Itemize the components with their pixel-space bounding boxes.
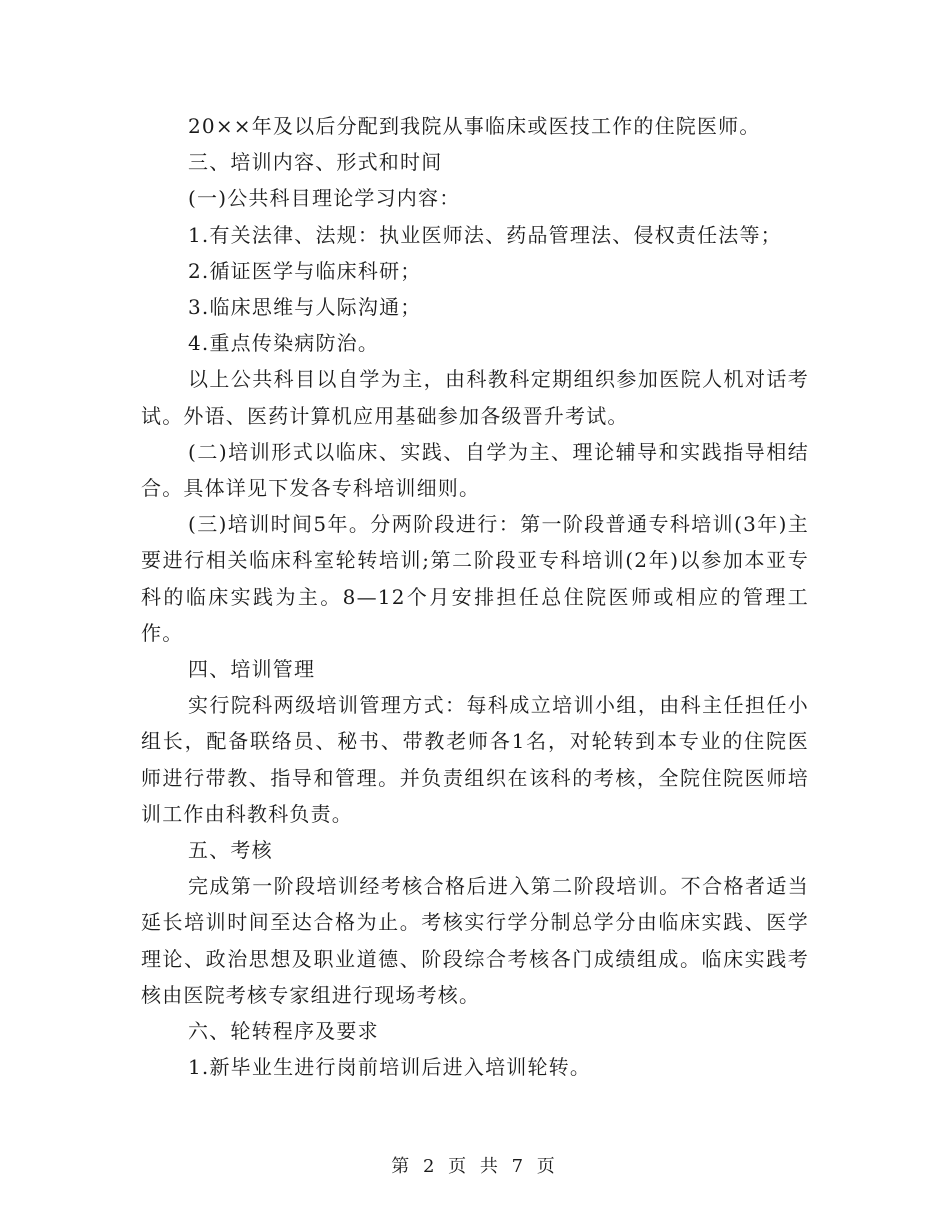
document-body xyxy=(141,108,809,1085)
section-heading: 三、培训内容、形式和时间 xyxy=(188,150,443,175)
paragraph: 20××年及以后分配到我院从事临床或医技工作的住院医师。 xyxy=(188,114,761,138)
page-number-footer: 第 2 页 共 7 页 xyxy=(391,1156,559,1177)
paragraph: (二)培训形式以临床、实践、自学为主、理论辅导和实践指导相结合。具体详见下发各专科培训细则。 xyxy=(141,439,809,501)
paragraph: 实行院科两级培训管理方式：每科成立培训小组，由科主任担任小组长，配备联络员、秘书、带教老师各1名，对轮转到本专业的住院医师进行带教、指导和管理。并负责组织在该科的考核，全院住院医师培训工作由科教科负责。 xyxy=(141,693,809,826)
list-item: 3.临床思维与人际沟通； xyxy=(188,295,422,320)
list-item: 1.有关法律、法规：执业医师法、药品管理法、侵权责任法等； xyxy=(188,222,782,247)
paragraph: 以上公共科目以自学为主，由科教科定期组织参加医院人机对话考试。外语、医药计算机应用基础参加各级晋升考试。 xyxy=(141,367,809,428)
list-item: 2.循证医学与临床科研； xyxy=(188,258,422,283)
list-item: 1.新毕业生进行岗前培训后进入培训轮转。 xyxy=(188,1055,592,1080)
paragraph: (三)培训时间5年。分两阶段进行：第一阶段普通专科培训(3年)主要进行相关临床科室轮转培训;第二阶段亚专科培训(2年)以参加本亚专科的临床实践为主。8—12个月安排担任总住院医师或相应的管理工作。 xyxy=(141,512,809,645)
list-item: 4.重点传染病防治。 xyxy=(188,331,380,356)
section-heading: 四、培训管理 xyxy=(188,657,316,682)
subsection-heading: (一)公共科目理论学习内容： xyxy=(188,186,461,211)
section-heading: 六、轮转程序及要求 xyxy=(188,1019,379,1044)
paragraph: 完成第一阶段培训经考核合格后进入第二阶段培训。不合格者适当延长培训时间至达合格为止。考核实行学分制总学分由临床实践、医学理论、政治思想及职业道德、阶段综合考核各门成绩组成。临床实践考核由医院考核专家组进行现场考核。 xyxy=(141,874,809,1007)
section-heading: 五、考核 xyxy=(188,838,273,863)
